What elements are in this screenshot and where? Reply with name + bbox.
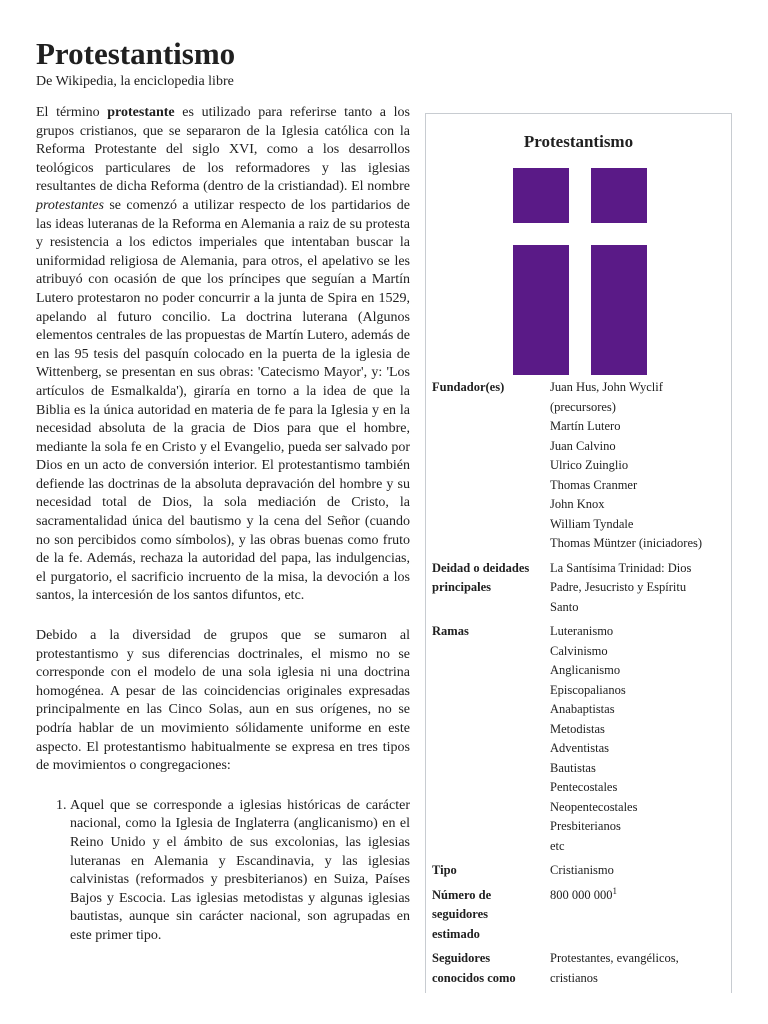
row-label: Ramas [432, 624, 469, 638]
footnote-ref[interactable]: 1 [612, 885, 617, 896]
row-label: Tipo [432, 863, 457, 877]
row-label: Fundador(es) [432, 380, 505, 394]
article-body [36, 104, 410, 946]
row-label: Seguidores conocidos como [432, 951, 516, 985]
infobox-rows [426, 378, 731, 993]
italic-term: protestantes [36, 197, 104, 213]
movement-list [36, 797, 410, 946]
row-value: Protestantes, evangélicos, cristianos [550, 951, 679, 985]
infobox-row-ramas [426, 622, 731, 856]
row-value: Cristianismo [550, 863, 614, 877]
page-subtitle: De Wikipedia, la enciclopedia libre [36, 74, 234, 89]
infobox-row-fundadores [426, 378, 731, 554]
row-value: Luteranismo Calvinismo Anglicanismo Episcopalianos Anabaptistas Metodistas Adventistas Bautistas Pentecostales Neopentecostales Presbiterianos etc [550, 624, 638, 853]
list-item: 1. Aquel que se corresponde a iglesias históricas de carácter nacional, como la Iglesia de Inglaterra (anglicanismo) en el Reino Unido y el ámbito de sus excolonias, las iglesias luteranas en Alemania y Escandinavia, y las iglesias calvinistas (reformados y presbiterianos) en Suiza, Países Bajos y Escocia. Las iglesias metodistas y algunas iglesias bautistas, aunque sin carácter nacional, son agrupadas en este primer tipo. [70, 797, 410, 946]
infobox-row-deidad [426, 559, 731, 618]
row-value: 800 000 $000^1$ [550, 885, 617, 902]
infobox-title: Protestantismo [523, 132, 634, 151]
paragraph-2: Debido a la diversidad de grupos que se sumaron al protestantismo y sus diferencias doctrinales, el mismo no se corresponde con el modelo de una sola iglesia ni una doctrina homogénea. A pesar de las coincidencias originales expresadas principalmente en las Cinco Solas, aun en sus orígenes, no se podría hablar de un movimiento sólidamente uniforme en este aspecto. El protestantismo habitualmente se expresa en tres tipos de movimientos o congregaciones: [36, 628, 410, 774]
infobox-row-conocidos [426, 949, 731, 988]
row-label: Número de seguidores estimado [432, 887, 492, 941]
bold-term: protestante [107, 105, 175, 120]
infobox [425, 113, 732, 993]
infobox-row-tipo [426, 861, 731, 881]
row-value: La Santísima Trinidad: Dios Padre, Jesucristo y Espíritu Santo [550, 560, 692, 614]
infobox-row-seguidores [426, 886, 731, 945]
page-title: Protestantismo [36, 36, 236, 71]
row-label: Deidad o deidades principales [432, 560, 530, 594]
row-value: Juan Hus, John Wyclif (precursores) Martín Lutero Juan Calvino Ulrico Zuinglio Thomas Cranmer John Knox William Tyndale Thomas Müntzer (iniciadores) [550, 380, 703, 550]
paragraph-1: El término protestante es utilizado para referirse tanto a los grupos cristianos, que se separaron de la Iglesia católica con la Reforma Protestante del siglo XVI, como a los desarrollos teológicos particulares de los reformadores y las iglesias resultantes de dicha Reforma (dentro de la cristiandad). El nombre protestantes se comenzó a utilizar respecto de los partidarios de las ideas luteranas de la Reforma en Alemania a raiz de su protesta y resistencia a los edictos imperiales que intentaban buscar la uniformidad religiosa de Alemania, para otros, el apelativo se les atribuyó con ocasión de que los príncipes que seguían a Martín Lutero protestaron no poder concurrir a la junta de Spira en 1529, apelando al futuro concilio. La doctrina luterana (Algunos elementos centrales de las propuestas de Martín Lutero, además de en las 95 tesis del pasquín colocado en la puerta de la iglesia de Wittenberg, se presentan en sus obras: 'Catecismo Mayor', y: 'Los artículos de Esmalkalda'), giraría en torno a la idea de que la Biblia es la única autoridad en materia de fe para la Iglesia y en la necesidad absoluta de la gracia de Dios para que el hombre, mediante la sola fe en Cristo y el Evangelio, pueda ser salvado por Dios en un acto de conversión interior. El protestantismo también defiende las doctrinas de la absoluta depravación del hombre y su necesidad total de Dios, la sola mediación de Cristo, la sacramentalidad única del bautismo y la cena del Señor (cuando no son percibidos como símbolos), y las obras buenas como fruto de la fe. Además, rechaza la autoridad del papa, las indulgencias, el purgatorio, el sacrificio incruento de la misa, la devoción a los santos, la intercesión de los santos difuntos, etc. [36, 105, 410, 604]
